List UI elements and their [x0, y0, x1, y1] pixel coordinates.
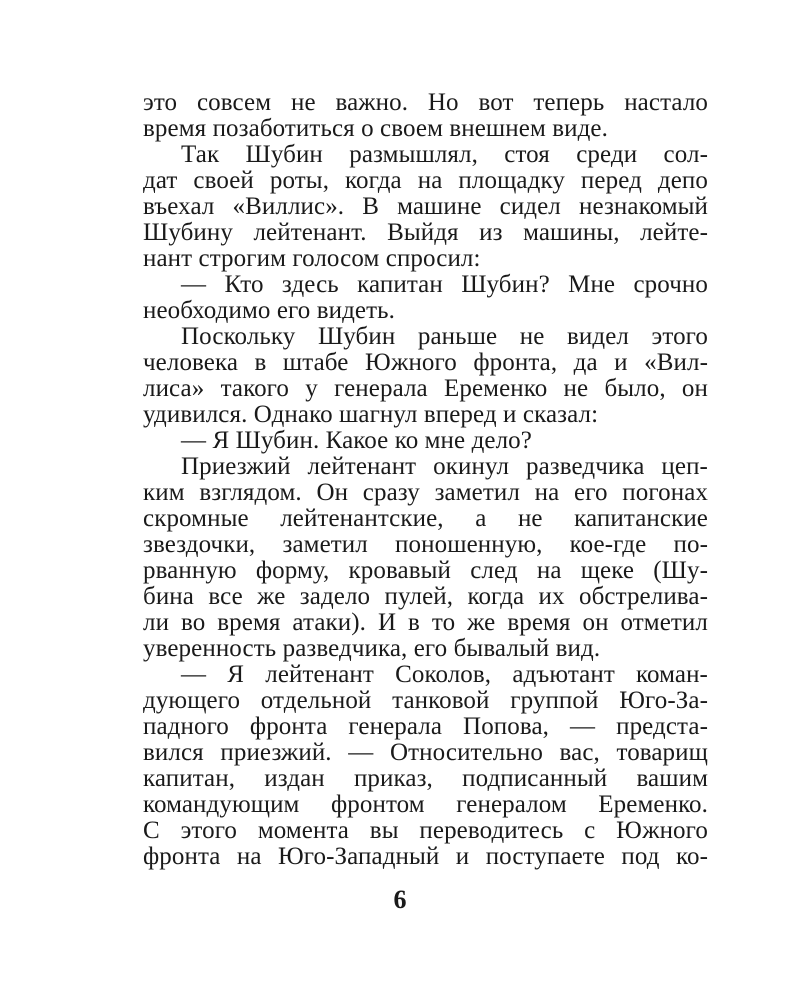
text-line: Шубину лейтенант. Выйдя из машины, лейте-	[143, 219, 708, 246]
text-line: Так Шубин размышлял, стоя среди сол-	[181, 141, 708, 168]
text-line: фронта на Юго-Западный и поступаете под ко-	[143, 843, 708, 870]
text-line: вился приезжий. — Относительно вас, товарищ	[143, 739, 708, 766]
text-line: уверенность разведчика, его бывалый вид.	[143, 635, 601, 662]
text-line: нант строгим голосом спросил:	[143, 245, 481, 272]
text-line: въехал «Виллис». В машине сидел незнакомый	[143, 193, 708, 220]
text-line: — Кто здесь капитан Шубин? Мне срочно	[181, 271, 708, 298]
text-line: это совсем не важно. Но вот теперь настало	[143, 89, 708, 116]
text-line: командующим фронтом генералом Еременко.	[143, 791, 708, 818]
text-line: — Я Шубин. Какое ко мне дело?	[181, 427, 532, 454]
text-line: лиса» такого у генерала Еременко не было, он	[143, 375, 708, 402]
text-line: необходимо его видеть.	[143, 297, 395, 324]
text-line: удивился. Однако шагнул вперед и сказал:	[143, 401, 599, 428]
text-line: время позаботиться о своем внешнем виде.	[143, 115, 608, 142]
text-line: скромные лейтенантские, а не капитанские	[143, 505, 708, 532]
text-line: — Я лейтенант Соколов, адъютант коман-	[181, 661, 708, 688]
text-line: бина все же задело пулей, когда их обстрелива-	[143, 583, 708, 610]
text-line: звездочки, заметил поношенную, кое-где по-	[143, 531, 708, 558]
text-line: капитан, издан приказ, подписанный вашим	[143, 765, 708, 792]
text-line: падного фронта генерала Попова, — предста-	[143, 713, 708, 740]
page-number: 6	[393, 885, 407, 914]
text-line: дат своей роты, когда на площадку перед депо	[143, 167, 708, 194]
text-line: рванную форму, кровавый след на щеке (Шу-	[143, 557, 708, 584]
text-line: человека в штабе Южного фронта, да и «Вил-	[143, 349, 708, 376]
text-line: ким взглядом. Он сразу заметил на его погонах	[143, 479, 708, 506]
text-line: дующего отдельной танковой группой Юго-За-	[143, 687, 708, 714]
text-line: Поскольку Шубин раньше не видел этого	[181, 323, 708, 350]
text-line: ли во время атаки). И в то же время он отметил	[143, 609, 708, 636]
body-text	[143, 90, 708, 870]
text-line: С этого момента вы переводитесь с Южного	[143, 817, 708, 844]
text-line: Приезжий лейтенант окинул разведчика цеп-	[181, 453, 708, 480]
